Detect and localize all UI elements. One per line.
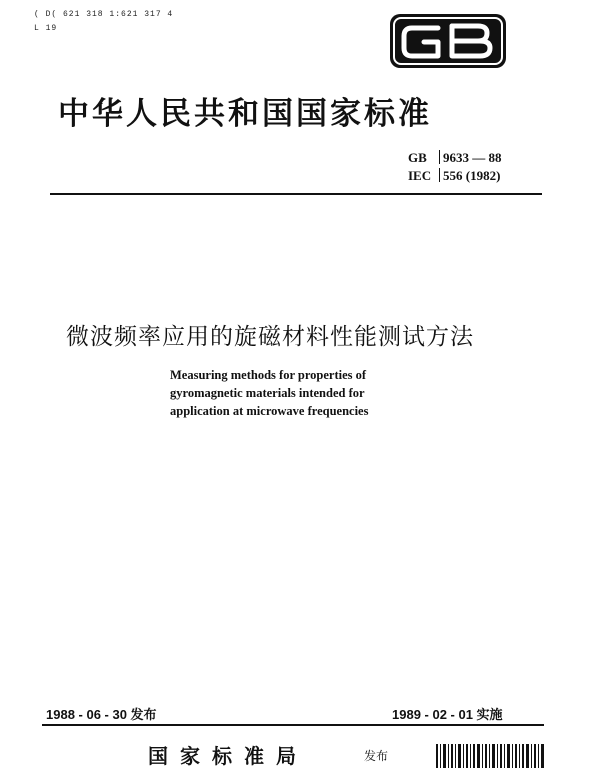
issuing-authority-title: 中华人民共和国国家标准	[58, 96, 432, 132]
english-title-line-1: Measuring methods for properties of	[170, 368, 367, 382]
udc-classification	[34, 8, 173, 36]
gb-prefix: GB	[408, 150, 427, 165]
document-title-chinese: 微波频率应用的旋磁材料性能测试方法	[66, 324, 474, 350]
iec-number: 556 (1982)	[443, 168, 501, 183]
barcode-icon	[436, 744, 544, 768]
english-title-line-2: gyromagnetic materials intended for	[170, 386, 365, 400]
gb-logo-icon	[388, 12, 508, 70]
gb-number: 9633 — 88	[443, 150, 502, 165]
iec-prefix: IEC	[408, 168, 432, 183]
publish-label: 发布	[364, 749, 389, 763]
document-title-english	[170, 366, 368, 420]
publisher-name: 国家标准局	[148, 744, 308, 768]
implementation-date: 1989 - 02 - 01 实施	[392, 707, 503, 722]
footer-divider	[42, 724, 544, 726]
standard-numbers	[408, 149, 502, 185]
udc-line-2: L 19	[34, 24, 58, 33]
header-divider	[50, 193, 542, 195]
issue-date: 1988 - 06 - 30 发布	[46, 707, 157, 722]
number-separator	[439, 150, 440, 164]
udc-line-1: ( D( 621 318 1:621 317 4	[34, 10, 174, 19]
english-title-line-3: application at microwave frequencies	[170, 404, 369, 418]
iec-number-row	[408, 167, 502, 185]
gb-number-row	[408, 149, 502, 167]
number-separator	[439, 168, 440, 182]
